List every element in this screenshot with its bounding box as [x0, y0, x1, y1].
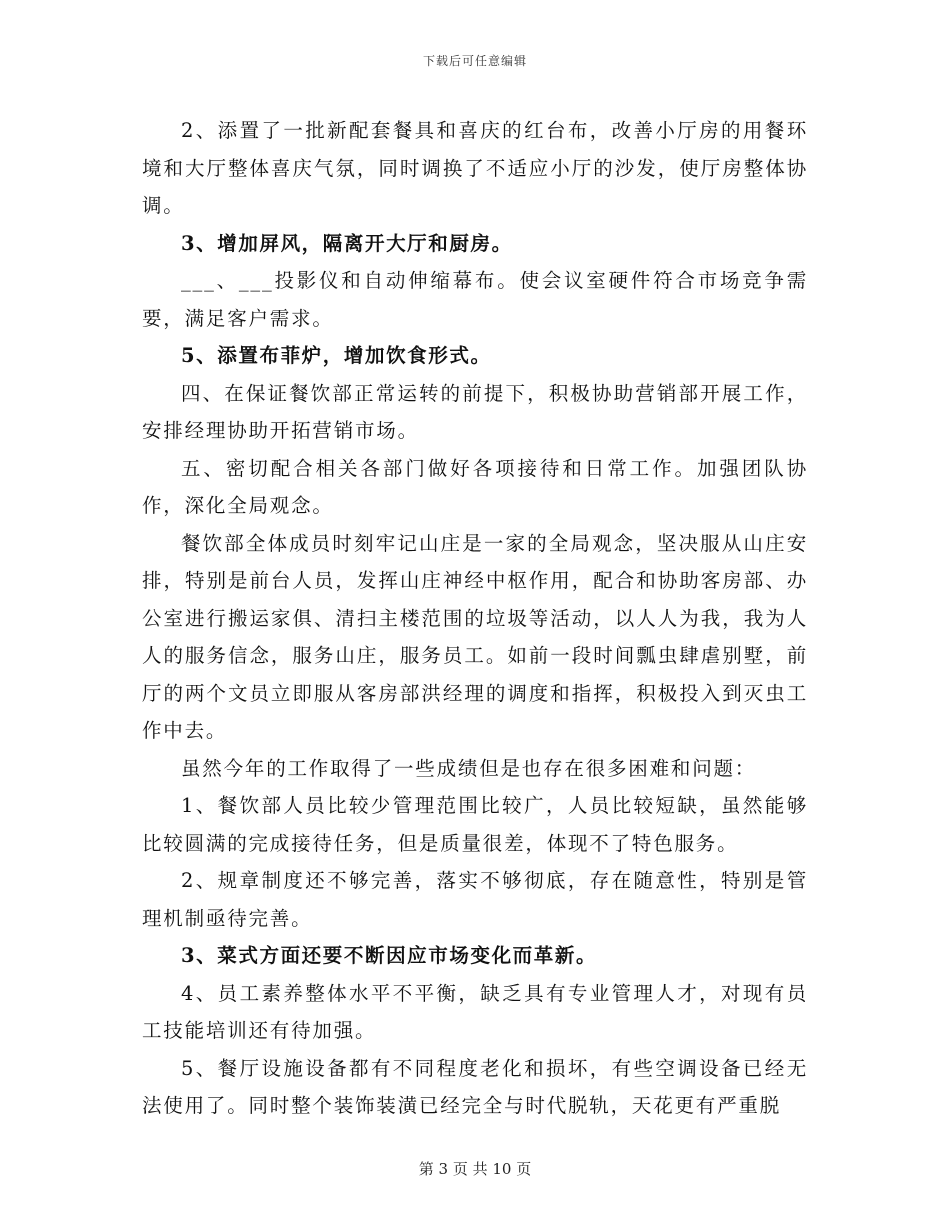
paragraph: 五、密切配合相关各部门做好各项接待和日常工作。加强团队协作，深化全局观念。 [142, 456, 808, 517]
paragraph: 虽然今年的工作取得了一些成绩但是也存在很多困难和问题： [181, 756, 757, 780]
paragraph: 四、在保证餐饮部正常运转的前提下，积极协助营销部开展工作，安排经理协助开拓营销市场。 [142, 381, 808, 442]
paragraph: 5、餐厅设施设备都有不同程度老化和损坏，有些空调设备已经无法使用了。同时整个装饰装潢已经完全与时代脱轨，天花更有严重脱 [142, 1056, 808, 1117]
paragraph: 1、餐饮部人员比较少管理范围比较广，人员比较短缺，虽然能够比较圆满的完成接待任务，但是质量很差，体现不了特色服务。 [142, 794, 808, 855]
document-body [142, 112, 808, 1125]
page-header: 下载后可任意编辑 [422, 54, 527, 68]
paragraph: ___、___投影仪和自动伸缩幕布。使会议室硬件符合市场竞争需要，满足客户需求。 [142, 269, 808, 330]
paragraph: 5、添置布菲炉，增加饮食形式。 [181, 344, 492, 367]
paragraph: 2、添置了一批新配套餐具和喜庆的红台布，改善小厅房的用餐环境和大厅整体喜庆气氛，同时调换了不适应小厅的沙发，使厅房整体协调。 [142, 119, 808, 217]
paragraph: 2、规章制度还不够完善，落实不够彻底，存在随意性，特别是管理机制亟待完善。 [142, 869, 808, 930]
paragraph: 餐饮部全体成员时刻牢记山庄是一家的全局观念，坚决服从山庄安排，特别是前台人员，发挥山庄神经中枢作用，配合和协助客房部、办公室进行搬运家俱、清扫主楼范围的垃圾等活动，以人人为我，我为人人的服务信念，服务山庄，服务员工。如前一段时间瓢虫肆虐别墅，前厅的两个文员立即服从客房部洪经理的调度和指挥，积极投入到灭虫工作中去。 [142, 531, 808, 742]
paragraph: 3、菜式方面还要不断因应市场变化而革新。 [181, 944, 598, 967]
paragraph: 3、增加屏风，隔离开大厅和厨房。 [181, 231, 513, 255]
page-footer: 第 3 页 共 10 页 [418, 1160, 532, 1178]
paragraph: 4、员工素养整体水平不平衡，缺乏具有专业管理人才，对现有员工技能培训还有待加强。 [142, 981, 808, 1042]
